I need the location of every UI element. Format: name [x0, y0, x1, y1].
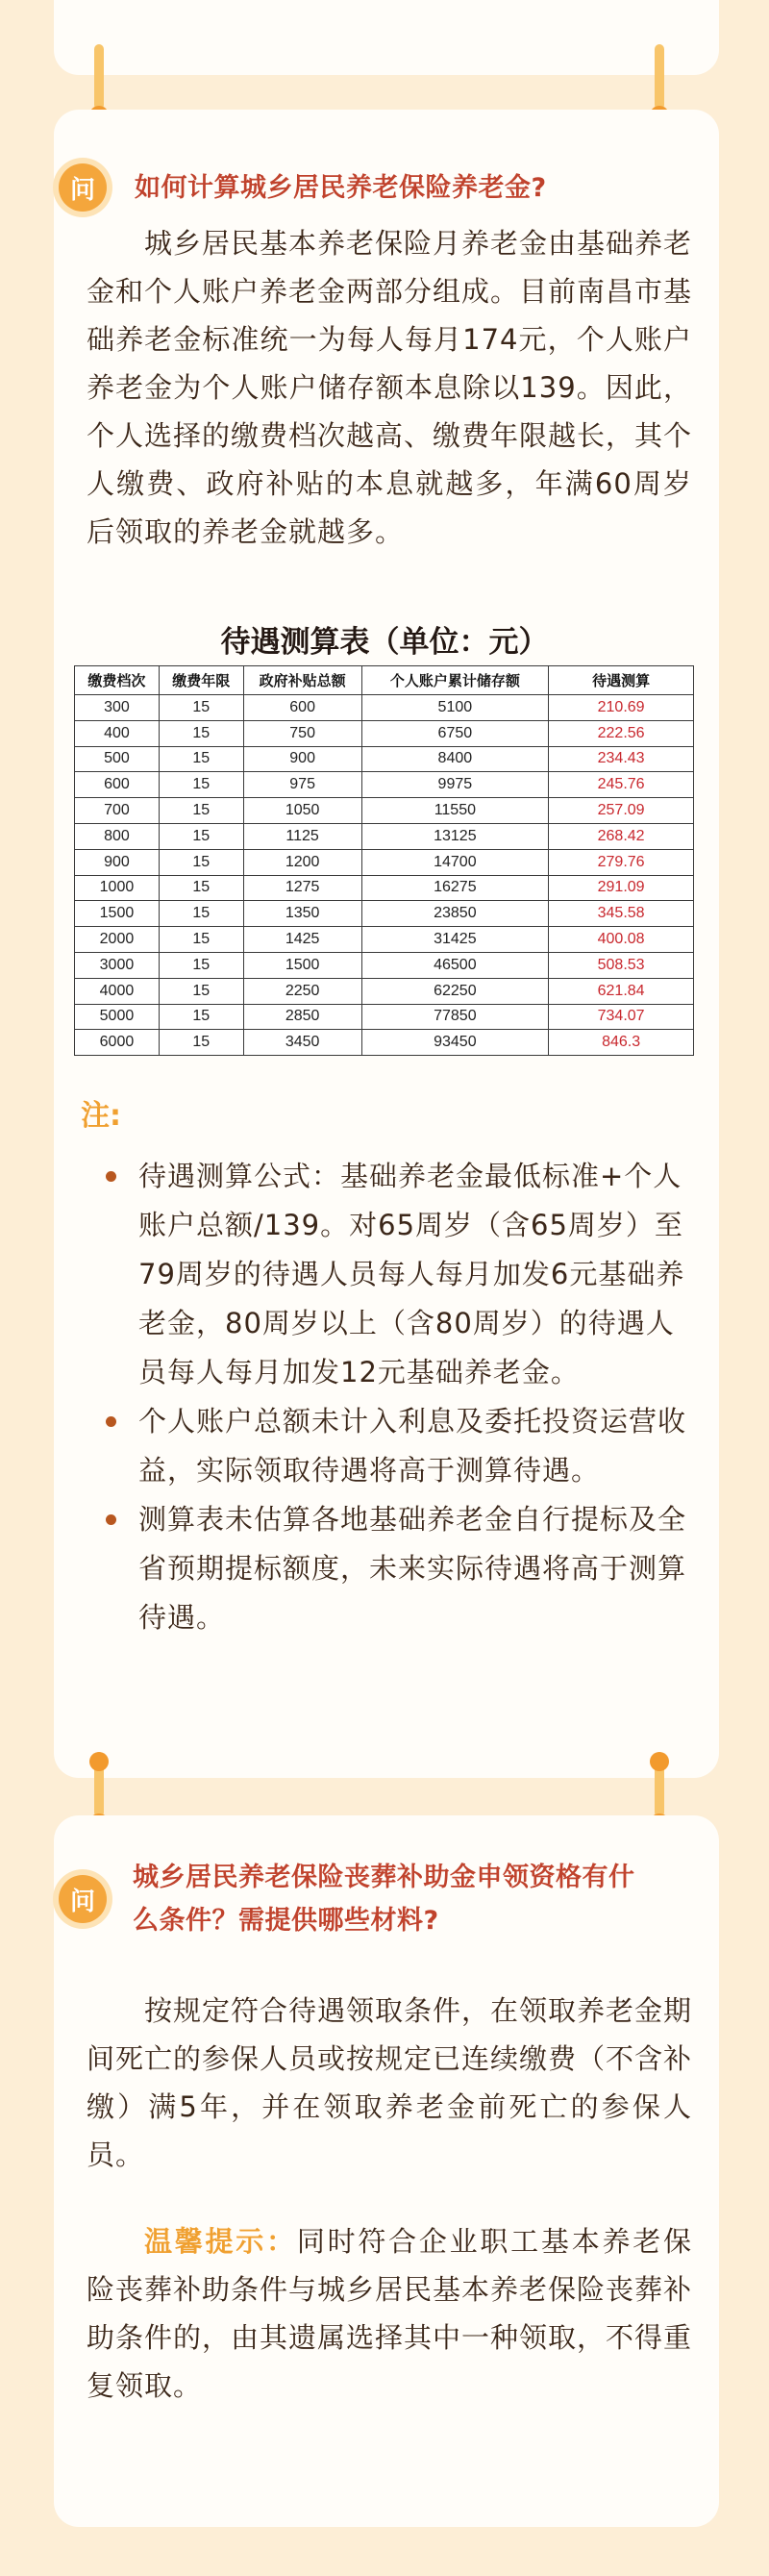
table-cell: 800: [75, 823, 160, 849]
table-row: [75, 695, 694, 721]
table-cell: 400: [75, 720, 160, 746]
note-text: 测算表未估算各地基础养老金自行提标及全省预期提标额度，未来实际待遇将高于测算待遇。: [138, 1503, 687, 1634]
note-item: [104, 1152, 688, 1397]
header-cell: 缴费档次: [75, 666, 160, 695]
bullet-icon: [106, 1416, 116, 1427]
table-cell: 15: [159, 720, 243, 746]
table-header-row: [75, 666, 694, 695]
table-title: 待遇测算表（单位：元）: [220, 625, 549, 660]
table-row: [75, 746, 694, 772]
table-row: [75, 798, 694, 824]
table-cell: 300: [75, 695, 160, 721]
benefit-value-cell: 279.76: [549, 849, 694, 875]
benefit-value-cell: 257.09: [549, 798, 694, 824]
table-cell: 1275: [243, 875, 361, 901]
notes-label: 注:: [81, 1099, 121, 1133]
table-cell: 15: [159, 1030, 243, 1056]
table-cell: 1200: [243, 849, 361, 875]
table-row: [75, 720, 694, 746]
answer-paragraph-2: 按规定符合待遇领取条件，在领取养老金期间死亡的参保人员或按规定已连续缴费（不含补缴）满5年，并在领取养老金前死亡的参保人员。: [87, 1994, 693, 2171]
top-card-fragment: [54, 0, 719, 75]
table-row: [75, 875, 694, 901]
table-cell: 975: [243, 772, 361, 798]
table-cell: 31425: [361, 927, 549, 953]
table-cell: 1000: [75, 875, 160, 901]
table-cell: 750: [243, 720, 361, 746]
bullet-icon: [106, 1514, 116, 1525]
header-cell: 政府补贴总额: [243, 666, 361, 695]
table-cell: 1425: [243, 927, 361, 953]
table-cell: 2850: [243, 1004, 361, 1030]
benefit-value-cell: 734.07: [549, 1004, 694, 1030]
table-cell: 62250: [361, 978, 549, 1004]
table-row: [75, 978, 694, 1004]
table-cell: 1050: [243, 798, 361, 824]
table-cell: 46500: [361, 952, 549, 978]
table-cell: 6750: [361, 720, 549, 746]
table-cell: 700: [75, 798, 160, 824]
note-text: 待遇测算公式：基础养老金最低标准+个人账户总额/139。对65周岁（含65周岁）至79周岁的待遇人员每人每月加发6元基础养老金，80周岁以上（含80周岁）的待遇人员每人每月加发12元基础养老金。: [138, 1160, 685, 1388]
header-cell: 待遇测算: [549, 666, 694, 695]
table-cell: 23850: [361, 901, 549, 927]
note-item: [104, 1495, 688, 1642]
table-cell: 16275: [361, 875, 549, 901]
table-cell: 15: [159, 927, 243, 953]
table-cell: 4000: [75, 978, 160, 1004]
table-cell: 900: [243, 746, 361, 772]
table-cell: 3450: [243, 1030, 361, 1056]
benefit-value-cell: 210.69: [549, 695, 694, 721]
table-cell: 6000: [75, 1030, 160, 1056]
benefit-table: [74, 665, 694, 1056]
question-title-2-line1: 城乡居民养老保险丧葬补助金申领资格有什: [133, 1863, 635, 1892]
benefit-value-cell: 222.56: [549, 720, 694, 746]
table-cell: 1500: [75, 901, 160, 927]
table-row: [75, 952, 694, 978]
table-cell: 15: [159, 901, 243, 927]
note-text: 个人账户总额未计入利息及委托投资运营收益，实际领取待遇将高于测算待遇。: [138, 1405, 687, 1487]
tip-paragraph: [87, 2217, 692, 2410]
table-cell: 77850: [361, 1004, 549, 1030]
table-cell: 1350: [243, 901, 361, 927]
table-cell: 600: [75, 772, 160, 798]
table-cell: 15: [159, 978, 243, 1004]
table-cell: 11550: [361, 798, 549, 824]
benefit-value-cell: 268.42: [549, 823, 694, 849]
table-cell: 15: [159, 798, 243, 824]
table-row: [75, 901, 694, 927]
table-row: [75, 823, 694, 849]
question-icon: 问: [59, 1875, 107, 1923]
table-row: [75, 1004, 694, 1030]
table-row: [75, 772, 694, 798]
table-cell: 15: [159, 875, 243, 901]
table-cell: 900: [75, 849, 160, 875]
table-row: [75, 1030, 694, 1056]
header-cell: 缴费年限: [159, 666, 243, 695]
benefit-value-cell: 291.09: [549, 875, 694, 901]
answer-paragraph-1: 城乡居民基本养老保险月养老金由基础养老金和个人账户养老金两部分组成。目前南昌市基础养老金标准统一为每人每月174元，个人账户养老金为个人账户储存额本息除以139。因此，个人选择的缴费档次越高、缴费年限越长，其个人缴费、政府补贴的本息就越多，年满60周岁后领取的养老金就越多。: [87, 227, 693, 548]
tip-label: 温馨提示：: [144, 2225, 297, 2258]
benefit-value-cell: 345.58: [549, 901, 694, 927]
table-cell: 93450: [361, 1030, 549, 1056]
benefit-value-cell: 234.43: [549, 746, 694, 772]
table-cell: 15: [159, 849, 243, 875]
table-cell: 9975: [361, 772, 549, 798]
table-cell: 5100: [361, 695, 549, 721]
table-cell: 15: [159, 746, 243, 772]
table-cell: 15: [159, 1004, 243, 1030]
table-cell: 8400: [361, 746, 549, 772]
table-row: [75, 849, 694, 875]
table-cell: 1125: [243, 823, 361, 849]
table-cell: 600: [243, 695, 361, 721]
table-cell: 2000: [75, 927, 160, 953]
table-cell: 15: [159, 952, 243, 978]
notes-list: [104, 1152, 688, 1642]
table-cell: 3000: [75, 952, 160, 978]
table-cell: 5000: [75, 1004, 160, 1030]
benefit-value-cell: 400.08: [549, 927, 694, 953]
note-item: [104, 1397, 688, 1495]
table-cell: 14700: [361, 849, 549, 875]
table-cell: 15: [159, 823, 243, 849]
benefit-value-cell: 245.76: [549, 772, 694, 798]
bullet-icon: [106, 1171, 116, 1182]
table-cell: 15: [159, 772, 243, 798]
table-row: [75, 927, 694, 953]
question-icon: 问: [59, 163, 107, 212]
benefit-value-cell: 508.53: [549, 952, 694, 978]
benefit-value-cell: 621.84: [549, 978, 694, 1004]
question-title-2-line2: 么条件？需提供哪些材料?: [133, 1906, 439, 1936]
header-cell: 个人账户累计储存额: [361, 666, 549, 695]
question-title-1: 如何计算城乡居民养老保险养老金?: [135, 173, 547, 203]
table-cell: 500: [75, 746, 160, 772]
benefit-value-cell: 846.3: [549, 1030, 694, 1056]
table-cell: 13125: [361, 823, 549, 849]
table-cell: 15: [159, 695, 243, 721]
table-cell: 2250: [243, 978, 361, 1004]
tip-text: 同时符合企业职工基本养老保险丧葬补助条件与城乡居民基本养老保险丧葬补助条件的，由其遗属选择其中一种领取，不得重复领取。: [87, 2225, 693, 2402]
table-cell: 1500: [243, 952, 361, 978]
question-title-2: [133, 1856, 709, 1942]
